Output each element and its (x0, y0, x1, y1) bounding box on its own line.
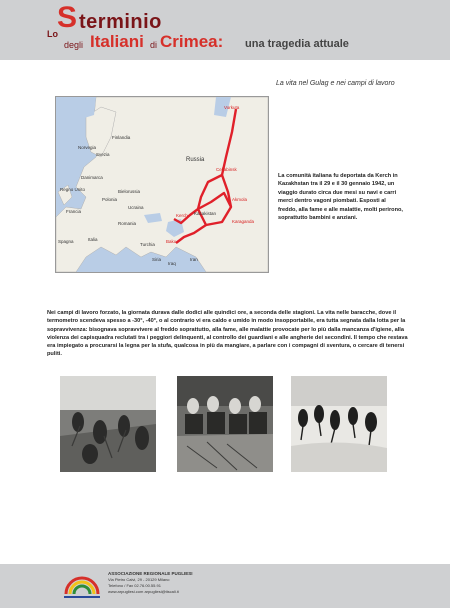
map-label-ucraina: Ucraina (128, 205, 144, 210)
map-city-kerch: Kerch (176, 213, 188, 218)
map-city-akmola: Akmola (232, 197, 248, 202)
deportation-summary-text: La comunità italiana fu deportata da Kerch in Kazakhstan tra il 29 e il 30 gennaio 1942, un viaggio durato circa due mesi su navi e carri merci dentro vagoni piombati. Esposti al freddo, alla fame e alle malattie, molti perirono, soprattutto bambini e anziani. (278, 173, 403, 222)
title-crimea: Crimea: (160, 32, 224, 51)
map-label-russia: Russia (186, 157, 205, 163)
map-label-francia: Francia (66, 209, 82, 214)
title-degli: degli (64, 40, 84, 50)
map-label-danimarca: Danimarca (81, 175, 103, 180)
header-band (0, 0, 450, 60)
map-graphic (56, 97, 268, 272)
title-sterminio: terminio (79, 11, 162, 33)
section-title: La vita nel Gulag e nei campi di lavoro (276, 80, 395, 87)
association-logo-icon (62, 568, 102, 600)
footer-phone: Telefono / Fax 02.76.00.55.91 (108, 583, 161, 588)
map-city-baku: Baku (166, 239, 177, 244)
footer-org-name: ASSOCIAZIONE REGIONALE PUGLIESI (108, 571, 193, 576)
map-city-karaganda: Karaganda (232, 219, 255, 224)
map-label-iraq: Iraq (168, 261, 176, 266)
title-di: di (150, 40, 158, 50)
map-label-siria: Siria (152, 257, 162, 262)
map-label-turchia: Turchia (140, 242, 155, 247)
photo-barracks-workshop (177, 376, 273, 472)
map-label-romania: Romania (118, 221, 137, 226)
map-label-polonia: Polonia (102, 197, 118, 202)
gulag-life-paragraph: Nei campi di lavoro forzato, la giornata durava dalle dodici alle quindici ore, a seconda delle stagioni. La vita nelle baracche, dove il termometro scendeva spesso a -30°, -40°, o al contrario vi era caldo e umido in modo insopportabile, era tutta segnata dalla lotta per la sopravvivenza: bisognava sopravvivere al freddo soprattutto, alla fame, alle malattie provocate per lo più dalla mancanza d'igiene, alla violenza dei capisquadra reclutati tra i peggiori delinquenti, al controllo dei guardiani e alle angherie dei secondini. Il tempo che restava era impiegato a procurarsi la legna per la stufa, qualcosa in più da mangiare, a parlare con i compagni di sventura, o cercare di tenersi puliti. (47, 310, 408, 358)
map-city-celiabinsk: Celiabinsk (216, 167, 237, 172)
deportation-map (55, 96, 269, 273)
footer-address: Via Pietro Calvi, 29 - 20129 Milano (108, 577, 170, 582)
photo-prisoners-in-snow (291, 376, 387, 472)
map-label-svezia: Svezia (96, 152, 110, 157)
map-label-norvegia: Norvegia (78, 145, 97, 150)
map-label-finlandia: Finlandia (112, 135, 131, 140)
title-lo: Lo (47, 29, 58, 39)
title-italiani: Italiani (90, 32, 144, 51)
footer-web: www.arpugliesi.com arpugliesi@tiscali.it (108, 589, 179, 594)
footer-band (0, 564, 450, 608)
map-label-regno-unito: Regno Unito (60, 187, 86, 192)
photo-workers-shoveling (60, 376, 156, 472)
map-city-vorkuta: Vorkuta (224, 105, 240, 110)
title-subtitle: una tragedia attuale (245, 38, 349, 50)
map-label-italia: Italia (88, 237, 98, 242)
title-s-initial: S (57, 1, 78, 34)
map-label-kazakistan: Kazakistan (194, 211, 217, 216)
map-label-bielorussia: Bielorussia (118, 189, 141, 194)
map-label-spagna: Spagna (58, 239, 74, 244)
map-label-iran: Iran (190, 257, 198, 262)
